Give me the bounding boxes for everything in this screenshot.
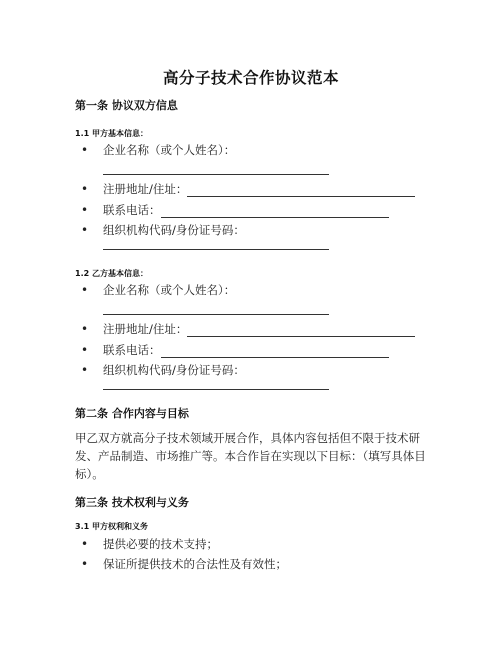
bullet: • bbox=[81, 363, 89, 377]
article3-subheading: 3.1 甲方权利和义务 bbox=[75, 522, 148, 531]
party-b-heading: 1.2 乙方基本信息： bbox=[75, 269, 148, 278]
party-a-phone-blank bbox=[161, 206, 389, 218]
party-b-name-field: • 企业名称（或个人姓名）： bbox=[81, 283, 236, 297]
bullet: • bbox=[81, 343, 89, 357]
bullet: • bbox=[81, 203, 89, 217]
list-item: • 提供必要的技术支持； bbox=[81, 537, 218, 551]
party-a-name-field: • 企业名称（或个人姓名）： bbox=[81, 143, 236, 157]
document-title: 高分子技术合作协议范本 bbox=[162, 69, 339, 87]
party-a-phone-field: • 联系电话： bbox=[81, 202, 389, 218]
bullet: • bbox=[81, 322, 89, 336]
party-b-id-blank bbox=[103, 389, 329, 390]
article1-heading: 第一条 协议双方信息 bbox=[75, 99, 178, 112]
list-item: • 保证所提供技术的合法性及有效性； bbox=[81, 557, 287, 571]
party-b-phone-field: • 联系电话： bbox=[81, 342, 389, 358]
article2-heading: 第二条 合作内容与目标 bbox=[75, 407, 189, 420]
party-a-id-field: • 组织机构代码/身份证号码： bbox=[81, 223, 245, 237]
party-a-heading: 1.1 甲方基本信息： bbox=[75, 129, 148, 138]
party-a-id-blank bbox=[103, 249, 329, 250]
bullet: • bbox=[81, 223, 89, 237]
bullet: • bbox=[81, 143, 89, 157]
party-b-id-field: • 组织机构代码/身份证号码： bbox=[81, 363, 245, 377]
bullet: • bbox=[81, 182, 89, 196]
party-a-name-blank bbox=[103, 174, 329, 175]
article3-heading: 第三条 技术权利与义务 bbox=[75, 496, 189, 509]
bullet: • bbox=[81, 537, 89, 551]
article2-body: 甲乙双方就高分子技术领域开展合作，具体内容包括但不限于技术研发、产品制造、市场推广等。本合作旨在实现以下目标：（填写具体目标）。 bbox=[75, 431, 426, 481]
bullet: • bbox=[81, 283, 89, 297]
party-a-address-field: • 注册地址/住址： bbox=[81, 181, 415, 197]
party-b-address-blank bbox=[187, 325, 415, 337]
party-b-phone-blank bbox=[161, 346, 389, 358]
party-a-address-blank bbox=[187, 185, 415, 197]
bullet: • bbox=[81, 557, 89, 571]
party-b-name-blank bbox=[103, 314, 329, 315]
party-b-address-field: • 注册地址/住址： bbox=[81, 321, 415, 337]
